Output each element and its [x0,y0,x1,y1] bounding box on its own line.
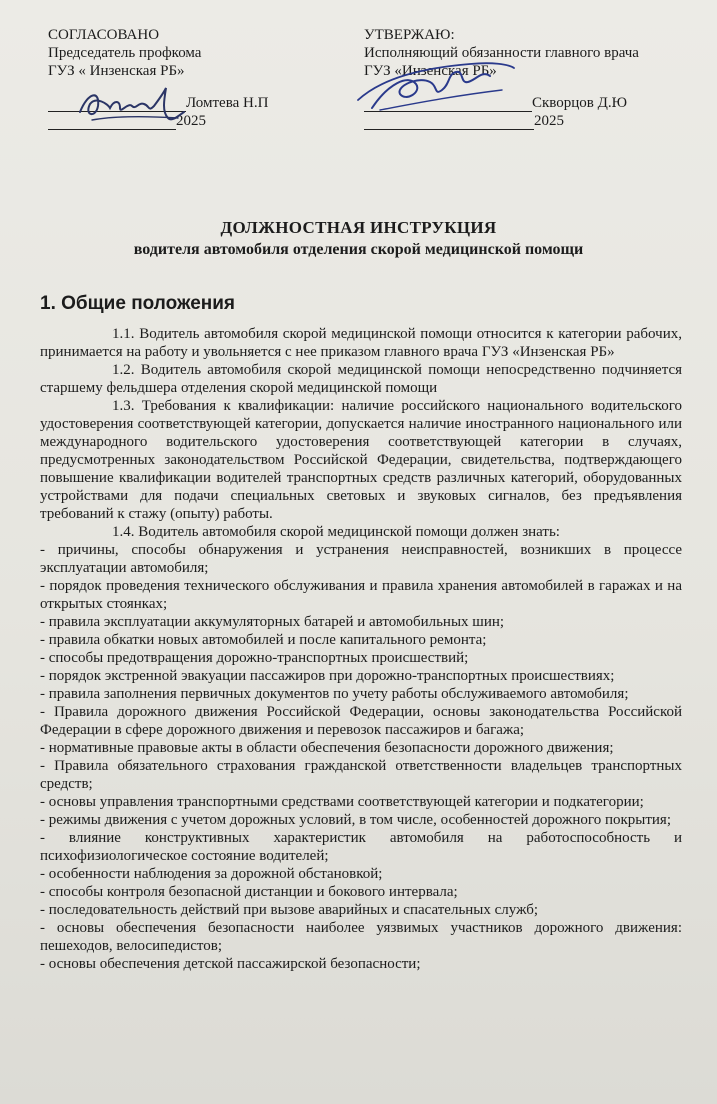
document-title [0,218,717,259]
list-item: - способы контроля безопасной дистанции и бокового интервала; [40,884,458,900]
signer-name: Скворцов Д.Ю [532,95,628,111]
list-item: - режимы движения с учетом дорожных условий, в том числе, особенностей дорожного покрытия; [40,812,672,828]
list-item: - основы обеспечения детской пассажирской безопасности; [40,956,421,972]
approval-label: УТВЕРЖАЮ: [364,27,455,43]
handwritten-signature-right [352,50,522,116]
list-item: - Правила дорожного движения Российской Федерации, основы законодательства Российской Федерации в сфере дорожного движения и перевозок пассажиров и багажа; [40,704,682,738]
list-item: - особенности наблюдения за дорожной обстановкой; [40,866,383,882]
list-item: - порядок проведения технического обслуживания и правила хранения автомобилей в гаражах и на открытых стоянках; [40,578,682,612]
approval-position: Председатель профкома [48,45,202,61]
list-item: - влияние конструктивных характеристик автомобиля на работоспособность и психофизиологическое состояние водителей; [40,830,682,864]
list-item: - правила обкатки новых автомобилей и после капитального ремонта; [40,632,487,648]
numbered-paragraph: 1.2. Водитель автомобиля скорой медицинской помощи непосредственно подчиняется старшему фельдшера отделения скорой медицинской помощи [40,362,682,396]
list-item: - последовательность действий при вызове аварийных и спасательных служб; [40,902,539,918]
list-item: - Правила обязательного страхования гражданской ответственности владельцев транспортных средств; [40,758,682,792]
approval-label: СОГЛАСОВАНО [48,27,160,43]
approval-year: 2025 [534,113,564,129]
list-item: - основы обеспечения безопасности наиболее уязвимых участников дорожного движения: пешеходов, велосипедистов; [40,920,682,954]
approval-position: Исполняющий обязанности главного врача [364,45,639,61]
title-main: ДОЛЖНОСТНАЯ ИНСТРУКЦИЯ [220,218,497,237]
handwritten-signature-left [74,82,192,130]
numbered-paragraph: 1.3. Требования к квалификации: наличие российского национального водительского удостоверения соответствующей категории, допускается наличие иностранного национального или международного водительского удостоверения соответствующей категории в случаях, предусмотренных законодательством Российской Федерации, свидетельства, подтверждающего повышение квалификации водителей транспортных средств различных категорий, оборудованных устройствами для подачи специальных световых и звуковых сигналов, без предъявления требований к стажу (опыту) работы. [40,398,682,522]
date-blank [364,129,534,130]
list-item: - основы управления транспортными средствами соответствующей категории и подкатегории; [40,794,644,810]
signer-name: Ломтева Н.П [186,95,269,111]
approval-organization: ГУЗ « Инзенская РБ» [48,63,185,79]
section-body [40,325,682,973]
list-item: - правила заполнения первичных документов по учету работы обслуживаемого автомобиля; [40,686,629,702]
section-heading: 1. Общие положения [40,293,236,314]
list-item: - нормативные правовые акты в области обеспечения безопасности дорожного движения; [40,740,614,756]
title-subtitle: водителя автомобиля отделения скорой медицинской помощи [133,241,584,258]
list-item: - причины, способы обнаружения и устранения неисправностей, возникших в процессе эксплуатации автомобиля; [40,542,682,576]
list-item: - правила эксплуатации аккумуляторных батарей и автомобильных шин; [40,614,505,630]
list-item: - способы предотвращения дорожно-транспортных происшествий; [40,650,469,666]
approval-year: 2025 [176,113,206,129]
list-item: - порядок экстренной эвакуации пассажиров при дорожно-транспортных происшествиях; [40,668,615,684]
approval-organization: ГУЗ «Инзенская РБ» [364,63,497,79]
numbered-paragraph: 1.4. Водитель автомобиля скорой медицинской помощи должен знать: [112,524,560,540]
numbered-paragraph: 1.1. Водитель автомобиля скорой медицинской помощи относится к категории рабочих, принимается на работу и увольняется с нее приказом главного врача ГУЗ «Инзенская РБ» [40,326,682,360]
